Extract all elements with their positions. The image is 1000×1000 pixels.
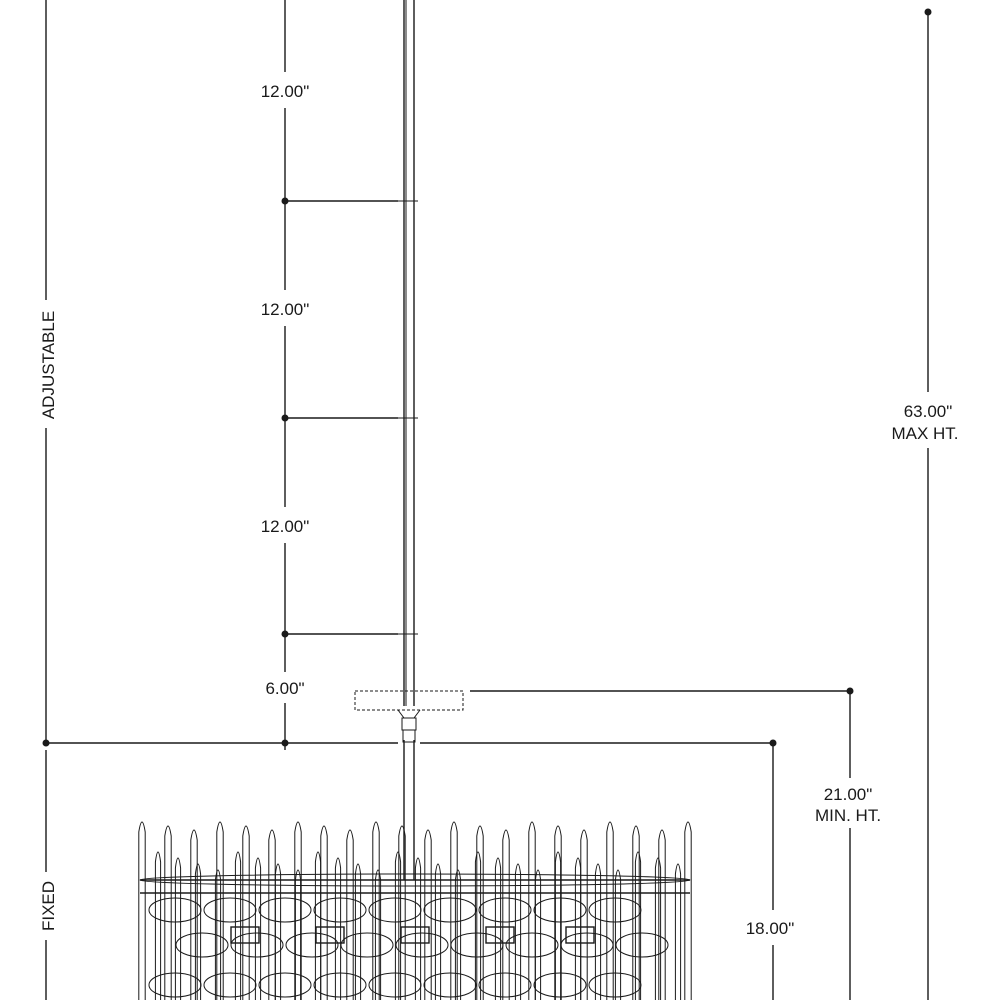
segment-3-label: 12.00" xyxy=(260,517,310,536)
fixture-blade xyxy=(321,826,327,1000)
max-height-label: MAX HT. xyxy=(891,424,959,443)
min-height-value: 21.00" xyxy=(823,785,873,804)
fixture-blade xyxy=(659,830,665,1000)
fixture-blade xyxy=(373,822,379,1000)
dimension-dot xyxy=(282,415,289,422)
down-rod xyxy=(398,0,418,880)
fixture-blade xyxy=(503,830,509,1000)
fixture-loop xyxy=(479,898,531,922)
fixture-loop xyxy=(479,973,531,997)
fixture-loop xyxy=(424,973,476,997)
fixture-blade xyxy=(191,830,197,1000)
segment-dimension-column xyxy=(261,0,398,750)
dimension-dot xyxy=(282,631,289,638)
fixed-label: FIXED xyxy=(39,880,58,932)
fixture-loop xyxy=(534,973,586,997)
fixture-loop xyxy=(204,973,256,997)
fixture-loop xyxy=(314,898,366,922)
body-height-dimension xyxy=(746,743,795,1000)
max-height-value: 63.00" xyxy=(903,402,953,421)
fixture-blade xyxy=(675,864,680,1000)
dimension-dot xyxy=(282,198,289,205)
fixture-blade xyxy=(685,822,691,1000)
fixture-blade xyxy=(243,826,249,1000)
fixture-loop xyxy=(424,898,476,922)
segment-2-label: 12.00" xyxy=(260,300,310,319)
socket-holder xyxy=(566,927,594,943)
fixture-loop xyxy=(534,898,586,922)
fixture-loop xyxy=(314,973,366,997)
fixture-blade xyxy=(139,822,145,1000)
fixture-loop xyxy=(286,933,338,957)
fixture-top-line xyxy=(46,740,777,747)
fixture-loop xyxy=(259,973,311,997)
fixture-blade xyxy=(275,864,280,1000)
adjustable-fixed-dimension xyxy=(39,0,58,1000)
canopy xyxy=(355,691,463,742)
fixture-loop xyxy=(341,933,393,957)
fixture-loop xyxy=(259,898,311,922)
fixture-blade xyxy=(435,864,440,1000)
min-height-label: MIN. HT. xyxy=(814,806,882,825)
segment-1-label: 12.00" xyxy=(260,82,310,101)
segment-4-label: 6.00" xyxy=(265,679,305,698)
adjustable-label: ADJUSTABLE xyxy=(39,310,58,420)
fixture-blade xyxy=(455,870,460,1000)
fixture-loop xyxy=(204,898,256,922)
fixture-blade xyxy=(555,852,560,1000)
fixture-blade xyxy=(515,864,520,1000)
fixture-blade xyxy=(615,870,620,1000)
max-height-dimension xyxy=(891,9,958,1000)
chandelier-body xyxy=(139,822,691,1000)
body-height-value: 18.00" xyxy=(745,919,795,938)
fixture-blade xyxy=(155,852,160,1000)
fixture-blade xyxy=(355,864,360,1000)
fixture-blade xyxy=(235,852,240,1000)
